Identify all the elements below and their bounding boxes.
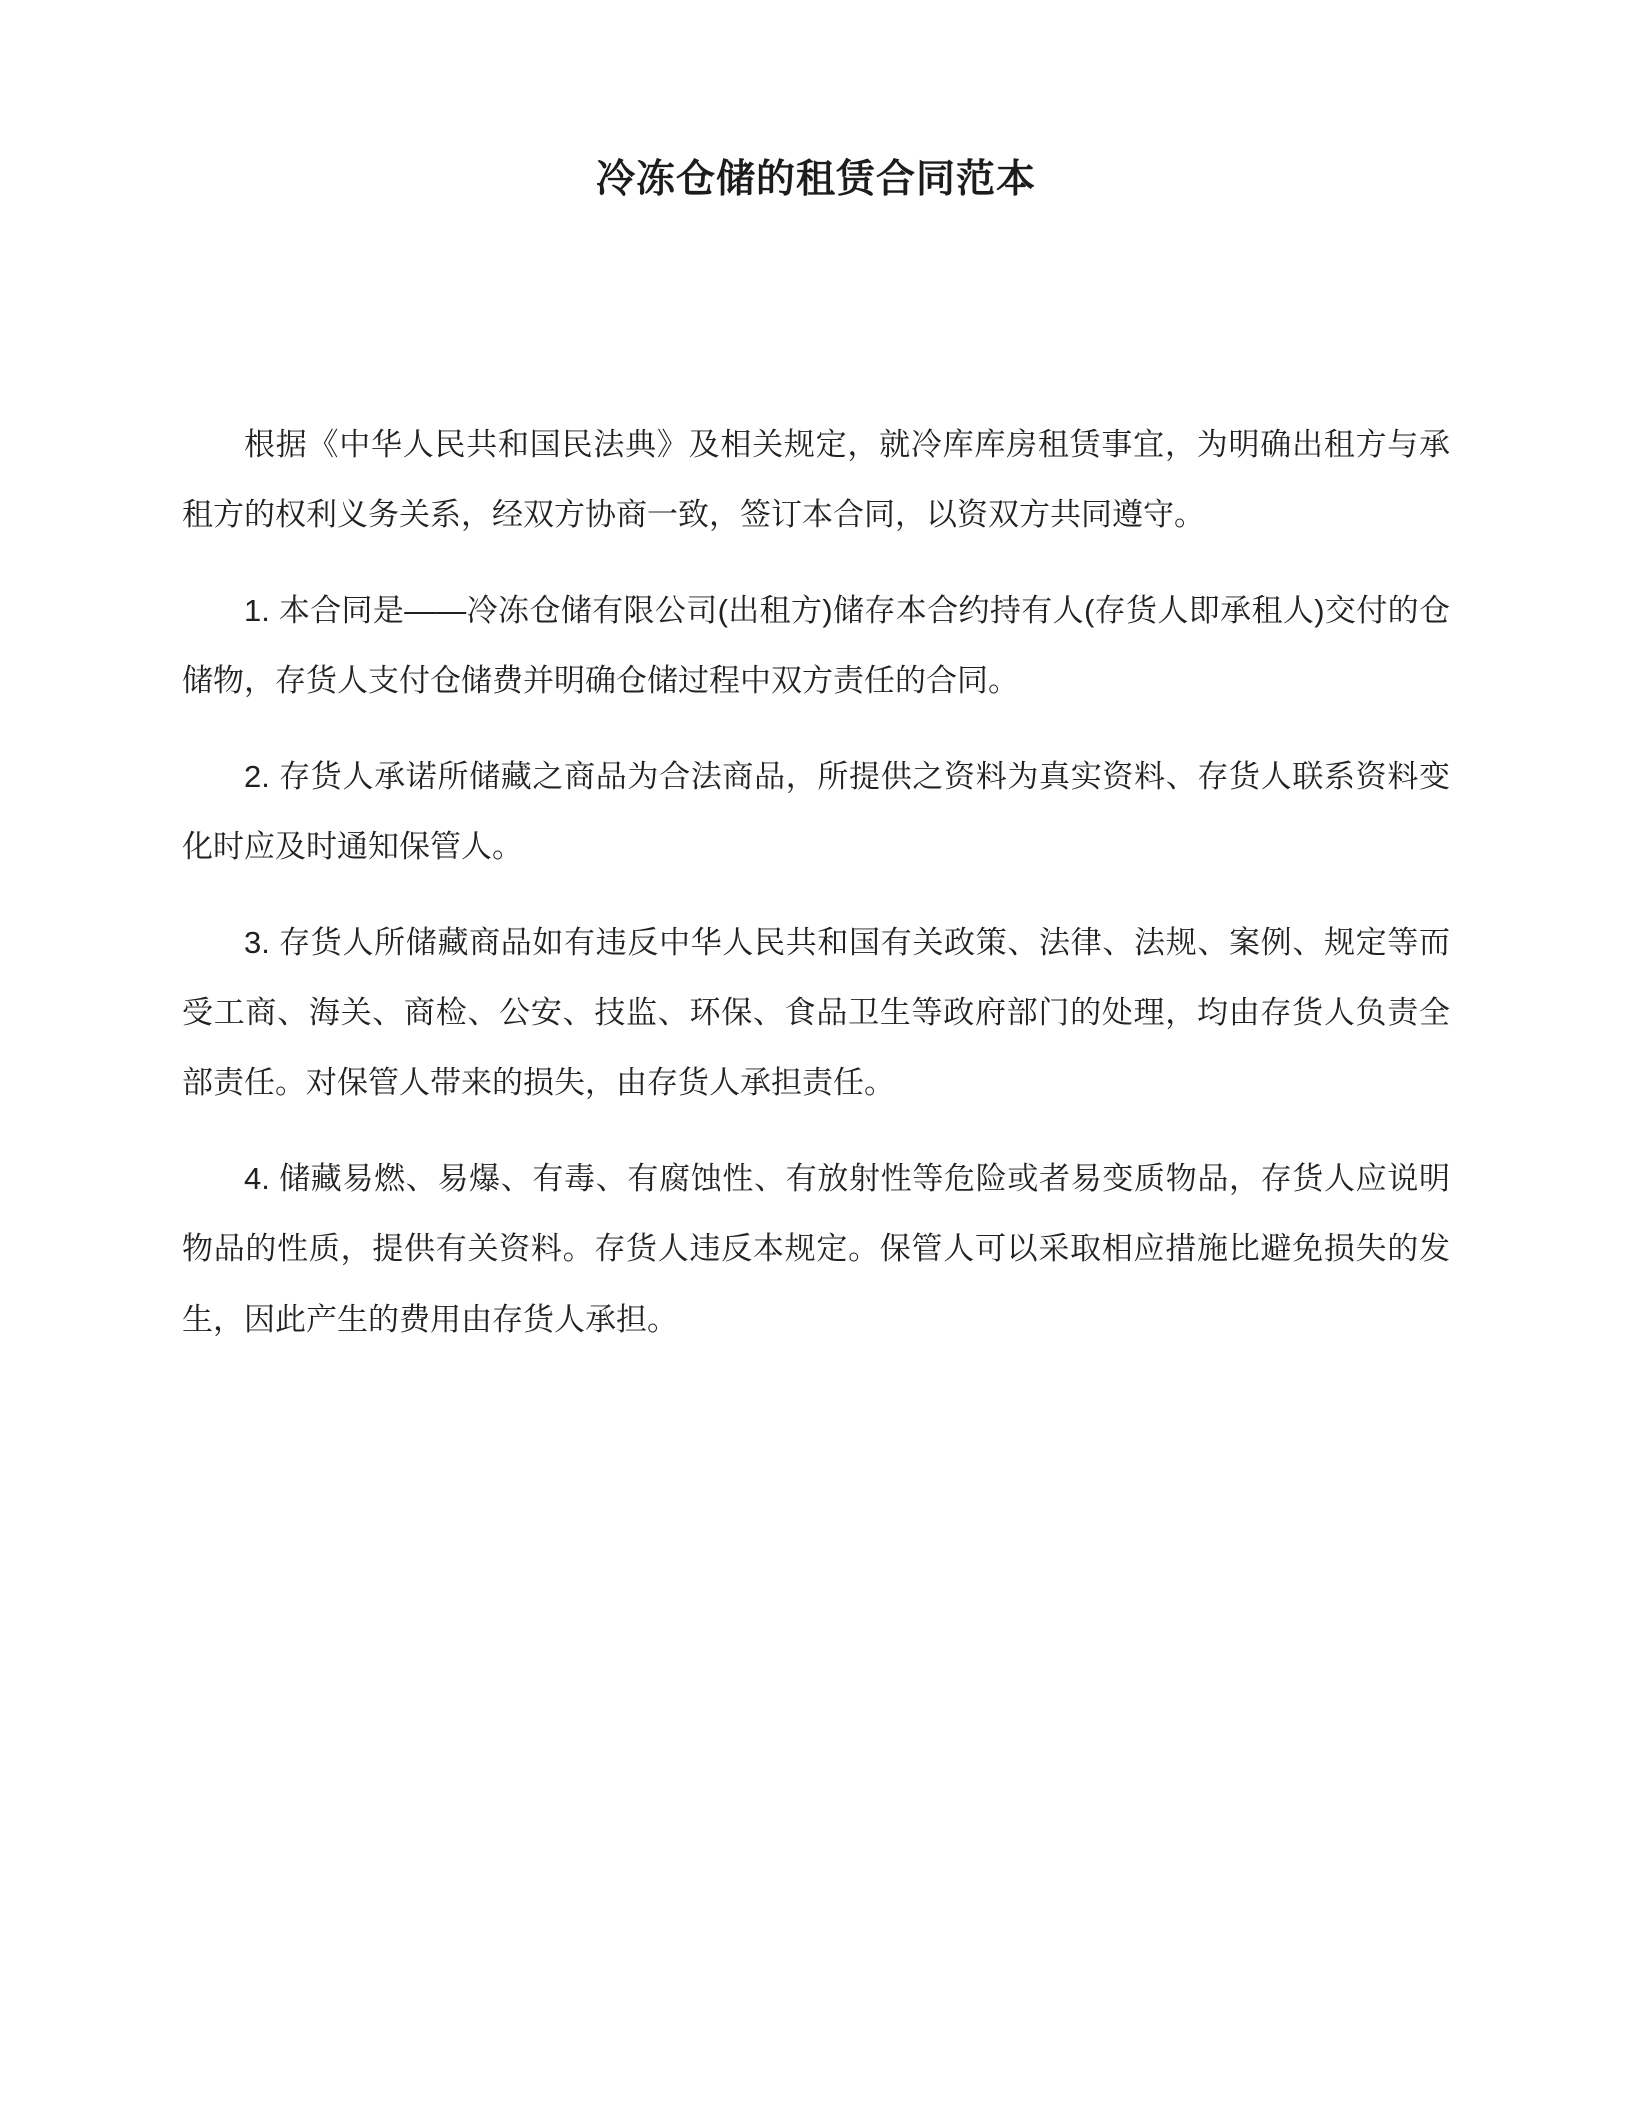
paragraph-clause-1: 1. 本合同是——冷冻仓储有限公司(出租方)储存本合约持有人(存货人即承租人)交付的仓储物，存货人支付仓储费并明确仓储过程中双方责任的合同。	[182, 593, 1450, 699]
paragraph-intro: 根据《中华人民共和国民法典》及相关规定，就冷库库房租赁事宜，为明确出租方与承租方的权利义务关系，经双方协商一致，签订本合同，以资双方共同遵守。	[182, 427, 1450, 533]
paragraph-clause-4: 4. 储藏易燃、易爆、有毒、有腐蚀性、有放射性等危险或者易变质物品，存货人应说明物品的性质，提供有关资料。存货人违反本规定。保管人可以采取相应措施比避免损失的发生，因此产生的费用由存货人承担。	[182, 1161, 1450, 1337]
document-title: 冷冻仓储的租赁合同范本	[595, 158, 1036, 201]
paragraph-clause-2: 2. 存货人承诺所储藏之商品为合法商品，所提供之资料为真实资料、存货人联系资料变化时应及时通知保管人。	[182, 759, 1450, 865]
paragraph-clause-3: 3. 存货人所储藏商品如有违反中华人民共和国有关政策、法律、法规、案例、规定等而受工商、海关、商检、公安、技监、环保、食品卫生等政府部门的处理，均由存货人负责全部责任。对保管人带来的损失，由存货人承担责任。	[182, 925, 1450, 1101]
